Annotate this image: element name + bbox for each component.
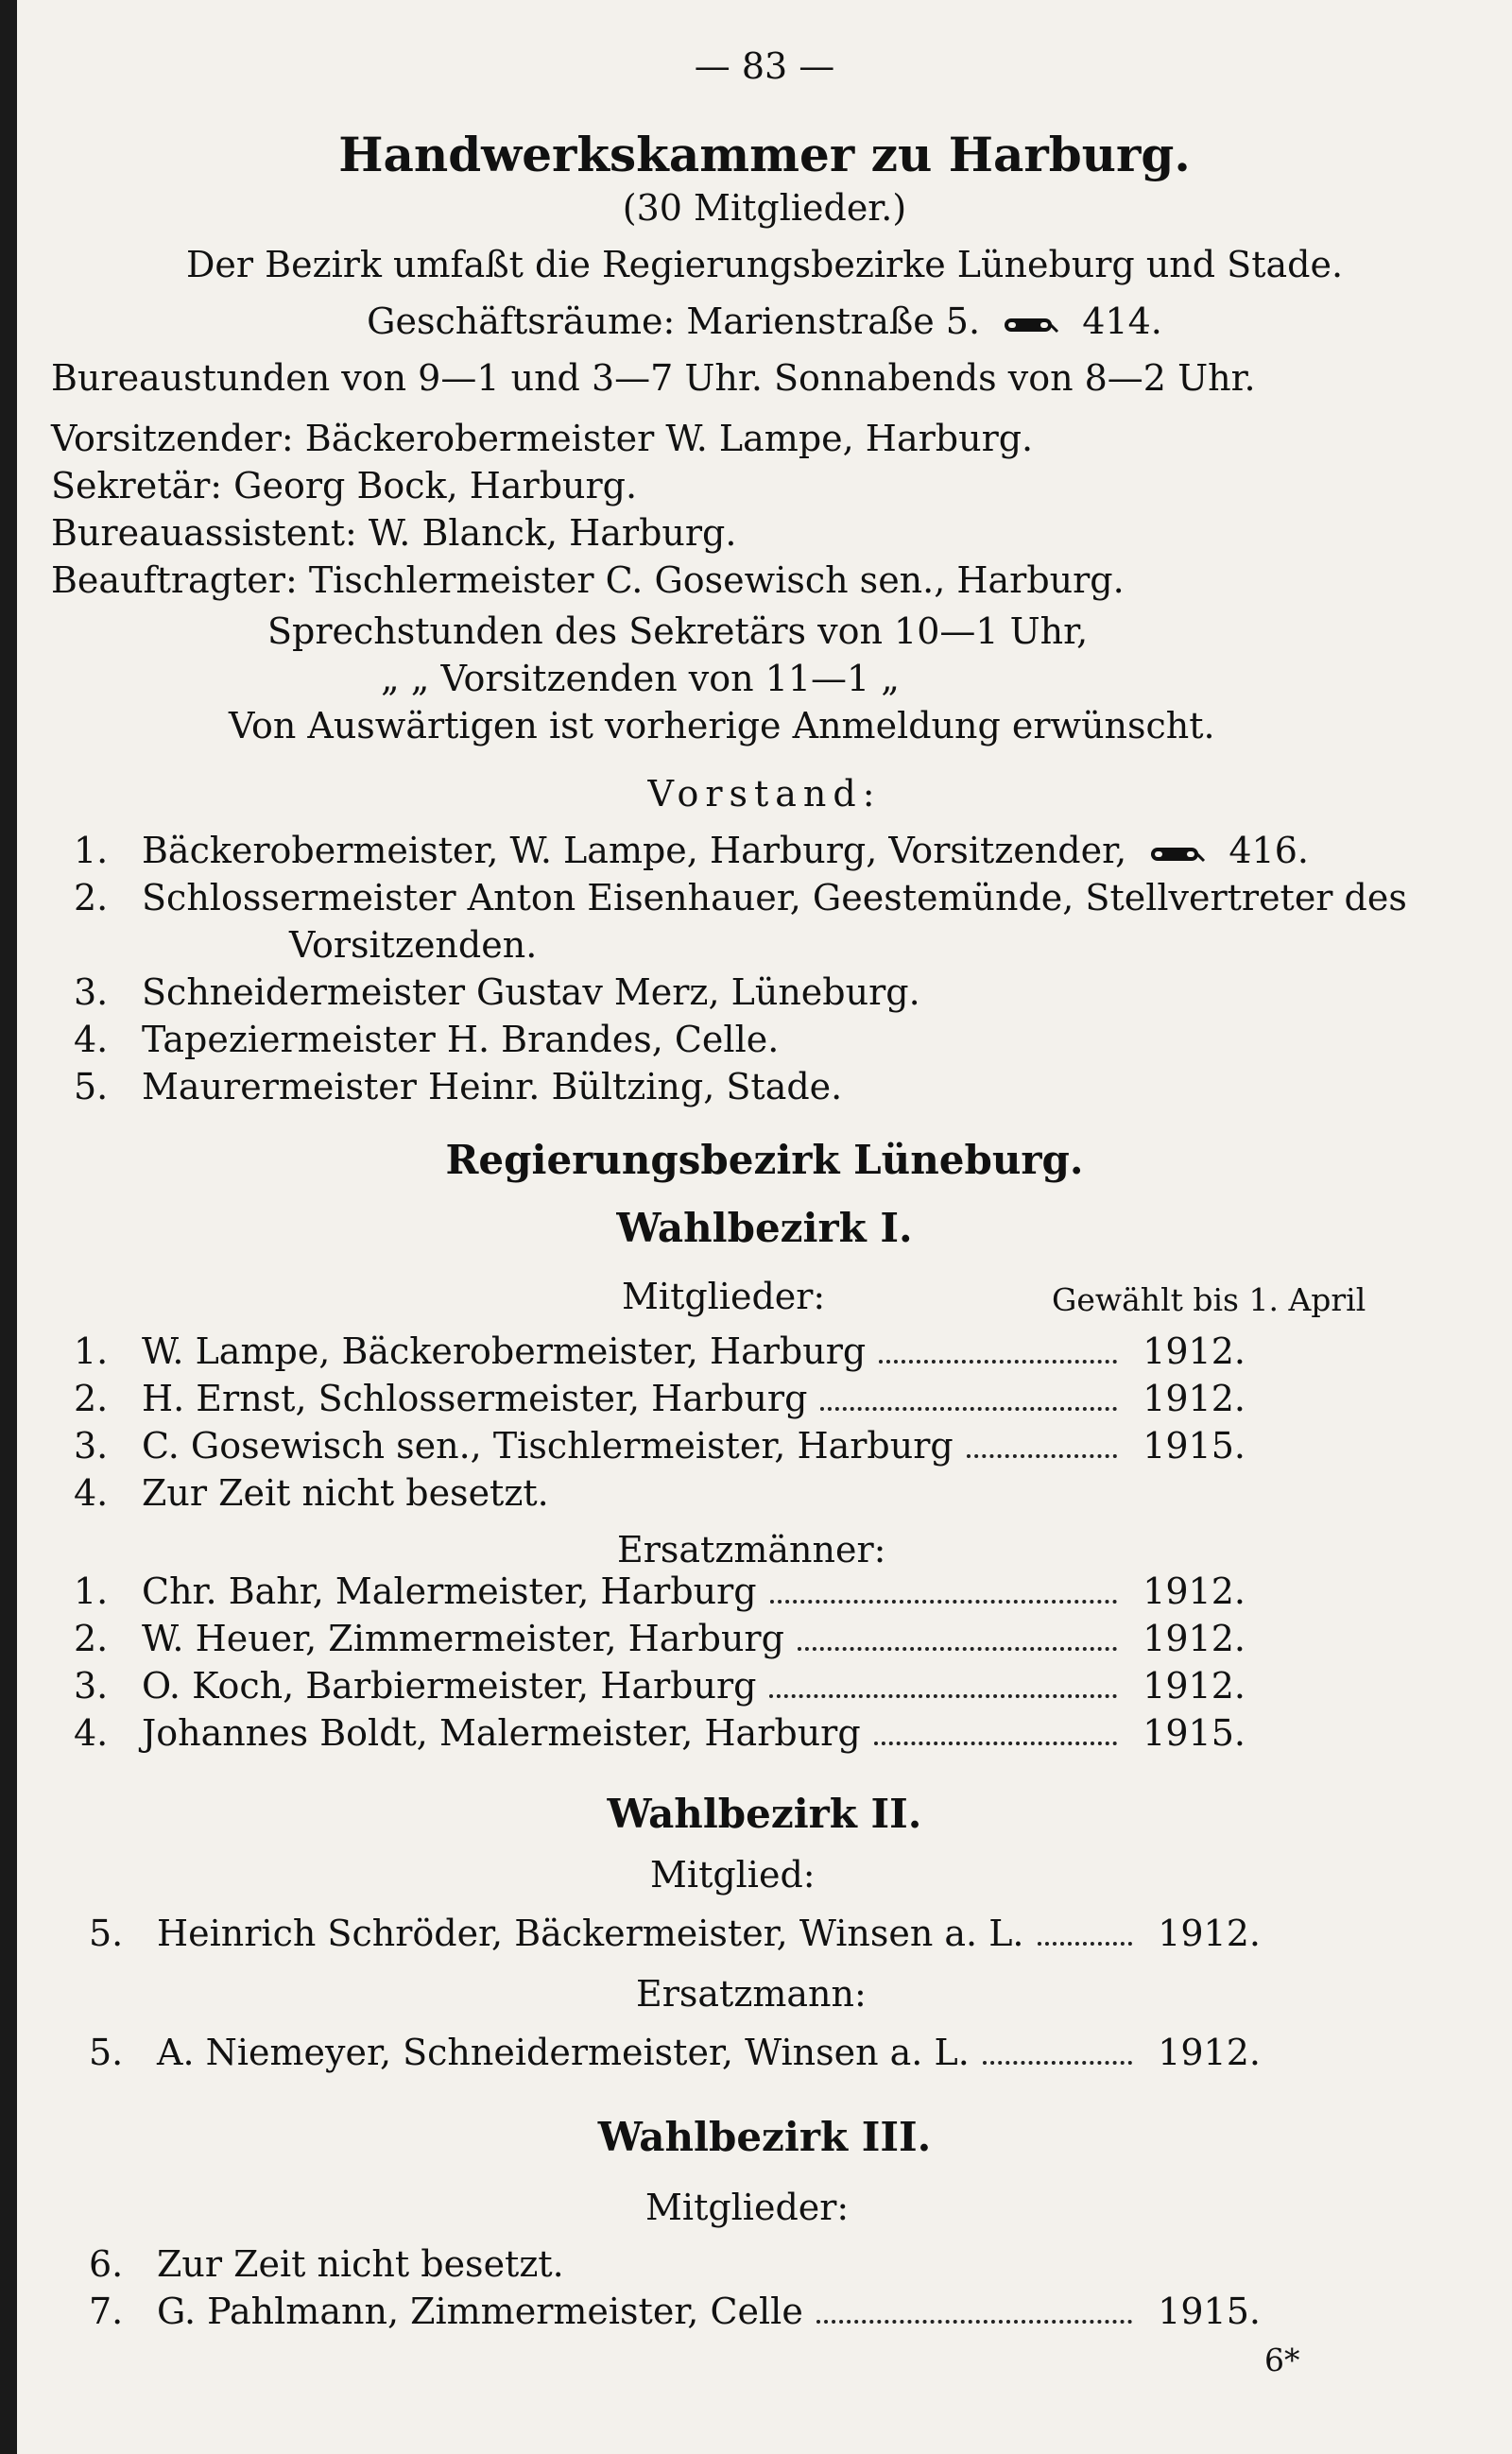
row-year: 1915.: [1158, 2291, 1261, 2332]
row-text: A. Niemeyer, Schneidermeister, Winsen a. L.: [157, 2032, 970, 2073]
members-count: (30 Mitglieder.): [622, 187, 907, 229]
member-row: [74, 1470, 1246, 1516]
leader-dots: [1038, 1942, 1132, 1946]
elected-until-label: Gewählt bis 1. April: [1052, 1281, 1366, 1318]
row-year: 1912.: [1143, 1618, 1246, 1659]
row-text: Zur Zeit nicht besetzt.: [142, 1472, 549, 1514]
row-text: C. Gosewisch sen., Tischlermeister, Harburg: [142, 1425, 954, 1467]
substitute-row: [74, 1710, 1246, 1756]
row-text: H. Ernst, Schlossermeister, Harburg: [142, 1378, 808, 1419]
leader-dots: [874, 1742, 1117, 1745]
office-address: [17, 299, 1512, 344]
row-text: Zur Zeit nicht besetzt.: [157, 2243, 564, 2285]
members-label: Mitglieder:: [622, 1276, 826, 1317]
leader-dots: [983, 2061, 1132, 2065]
leader-dots: [769, 1694, 1117, 1698]
registration-note: Von Auswärtigen ist vorherige Anmeldung erwünscht.: [229, 705, 1215, 746]
telephone-icon: [1003, 313, 1059, 337]
office-label: Geschäftsräume: Marienstraße 5.: [367, 300, 981, 342]
row-number: 1.: [74, 1330, 109, 1372]
members-label: Mitglieder:: [645, 2187, 850, 2228]
row-number: 3.: [74, 1665, 109, 1707]
official-secretary: Sekretär: Georg Bock, Harburg.: [51, 465, 638, 506]
telephone-icon: [1149, 842, 1206, 867]
official-representative: Beauftragter: Tischlermeister C. Gosewisch sen., Harburg.: [51, 559, 1125, 601]
substitute-row: [74, 1663, 1246, 1708]
member-row: [89, 1911, 1261, 1956]
substitute-row: [74, 1569, 1246, 1614]
vorstand-heading: Vorstand:: [647, 773, 882, 815]
row-text: Johannes Boldt, Malermeister, Harburg: [142, 1712, 861, 1754]
row-text: O. Koch, Barbiermeister, Harburg: [142, 1665, 757, 1707]
item-text: Bäckerobermeister, W. Lampe, Harburg, Vorsitzender,: [142, 830, 1127, 871]
wahlbezirk-3-heading: Wahlbezirk III.: [597, 2114, 932, 2160]
member-row: [74, 1329, 1246, 1374]
item-number: 2.: [74, 877, 109, 918]
region-heading: Regierungsbezirk Lüneburg.: [445, 1137, 1084, 1183]
row-year: 1915.: [1143, 1425, 1246, 1467]
vorstand-item: [74, 970, 1246, 1015]
member-row: [89, 2241, 1261, 2287]
row-number: 3.: [74, 1425, 109, 1467]
row-year: 1912.: [1143, 1330, 1246, 1372]
row-year: 1912.: [1143, 1665, 1246, 1707]
row-number: 5.: [89, 2032, 124, 2073]
member-row: [89, 2289, 1261, 2334]
wahlbezirk-2-heading: Wahlbezirk II.: [607, 1791, 922, 1837]
row-number: 1.: [74, 1570, 109, 1612]
leader-dots: [967, 1454, 1117, 1458]
row-year: 1912.: [1143, 1570, 1246, 1612]
official-chairman: Vorsitzender: Bäckerobermeister W. Lampe, Harburg.: [51, 418, 1034, 459]
sheet-signature: 6*: [1264, 2342, 1300, 2378]
office-hours: Bureaustunden von 9—1 und 3—7 Uhr. Sonnabends von 8—2 Uhr.: [51, 357, 1256, 399]
row-year: 1912.: [1143, 1378, 1246, 1419]
leader-dots: [820, 1407, 1117, 1411]
district-description: Der Bezirk umfaßt die Regierungsbezirke Lüneburg und Stade.: [185, 244, 1344, 285]
member-label: Mitglied:: [650, 1854, 816, 1896]
row-year: 1912.: [1158, 2032, 1261, 2073]
substitute-row: [89, 2030, 1261, 2075]
page-number: — 83 —: [694, 45, 835, 87]
row-number: 7.: [89, 2291, 124, 2332]
row-number: 2.: [74, 1378, 109, 1419]
row-text: G. Pahlmann, Zimmermeister, Celle: [157, 2291, 803, 2332]
item-text: Maurermeister Heinr. Bültzing, Stade.: [142, 1066, 843, 1107]
item-number: 5.: [74, 1066, 109, 1107]
official-assistant: Bureauassistent: W. Blanck, Harburg.: [51, 512, 737, 554]
row-number: 5.: [89, 1913, 124, 1954]
consultation-hours-chairman: „ „ Vorsitzenden von 11—1 „: [381, 658, 900, 699]
member-row: [74, 1423, 1246, 1468]
page-title: Handwerkskammer zu Harburg.: [338, 127, 1191, 182]
vorstand-item: [74, 1064, 1246, 1109]
leader-dots: [816, 2320, 1132, 2324]
document-page: [17, 0, 1512, 2454]
row-number: 2.: [74, 1618, 109, 1659]
substitute-row: [74, 1616, 1246, 1661]
row-text: W. Lampe, Bäckerobermeister, Harburg: [142, 1330, 867, 1372]
leader-dots: [879, 1360, 1117, 1364]
item-number: 3.: [74, 971, 109, 1013]
leader-dots: [770, 1600, 1117, 1604]
row-text: Chr. Bahr, Malermeister, Harburg: [142, 1570, 757, 1612]
row-year: 1912.: [1158, 1913, 1261, 1954]
item-text: Schlossermeister Anton Eisenhauer, Geestemünde, Stellvertreter des: [142, 877, 1407, 918]
wahlbezirk-1-heading: Wahlbezirk I.: [616, 1205, 913, 1251]
row-number: 6.: [89, 2243, 124, 2285]
leader-dots: [798, 1647, 1117, 1651]
row-number: 4.: [74, 1712, 109, 1754]
row-text: W. Heuer, Zimmermeister, Harburg: [142, 1618, 784, 1659]
item-text-continuation: Vorsitzenden.: [289, 924, 538, 966]
item-number: 1.: [74, 830, 109, 871]
item-phone: 416.: [1228, 830, 1309, 871]
row-text: Heinrich Schröder, Bäckermeister, Winsen a. L.: [157, 1913, 1024, 1954]
office-phone: 414.: [1082, 300, 1162, 342]
consultation-hours-secretary: Sprechstunden des Sekretärs von 10—1 Uhr,: [267, 610, 1089, 652]
vorstand-item: [74, 828, 1309, 873]
substitute-label: Ersatzmann:: [636, 1973, 867, 2015]
substitutes-label: Ersatzmänner:: [617, 1529, 886, 1570]
row-year: 1915.: [1143, 1712, 1246, 1754]
item-text: Tapeziermeister H. Brandes, Celle.: [142, 1019, 780, 1060]
item-text: Schneidermeister Gustav Merz, Lüneburg.: [142, 971, 920, 1013]
member-row: [74, 1376, 1246, 1421]
vorstand-item: [74, 1017, 1246, 1062]
vorstand-item: [74, 875, 1453, 920]
item-number: 4.: [74, 1019, 109, 1060]
row-number: 4.: [74, 1472, 109, 1514]
